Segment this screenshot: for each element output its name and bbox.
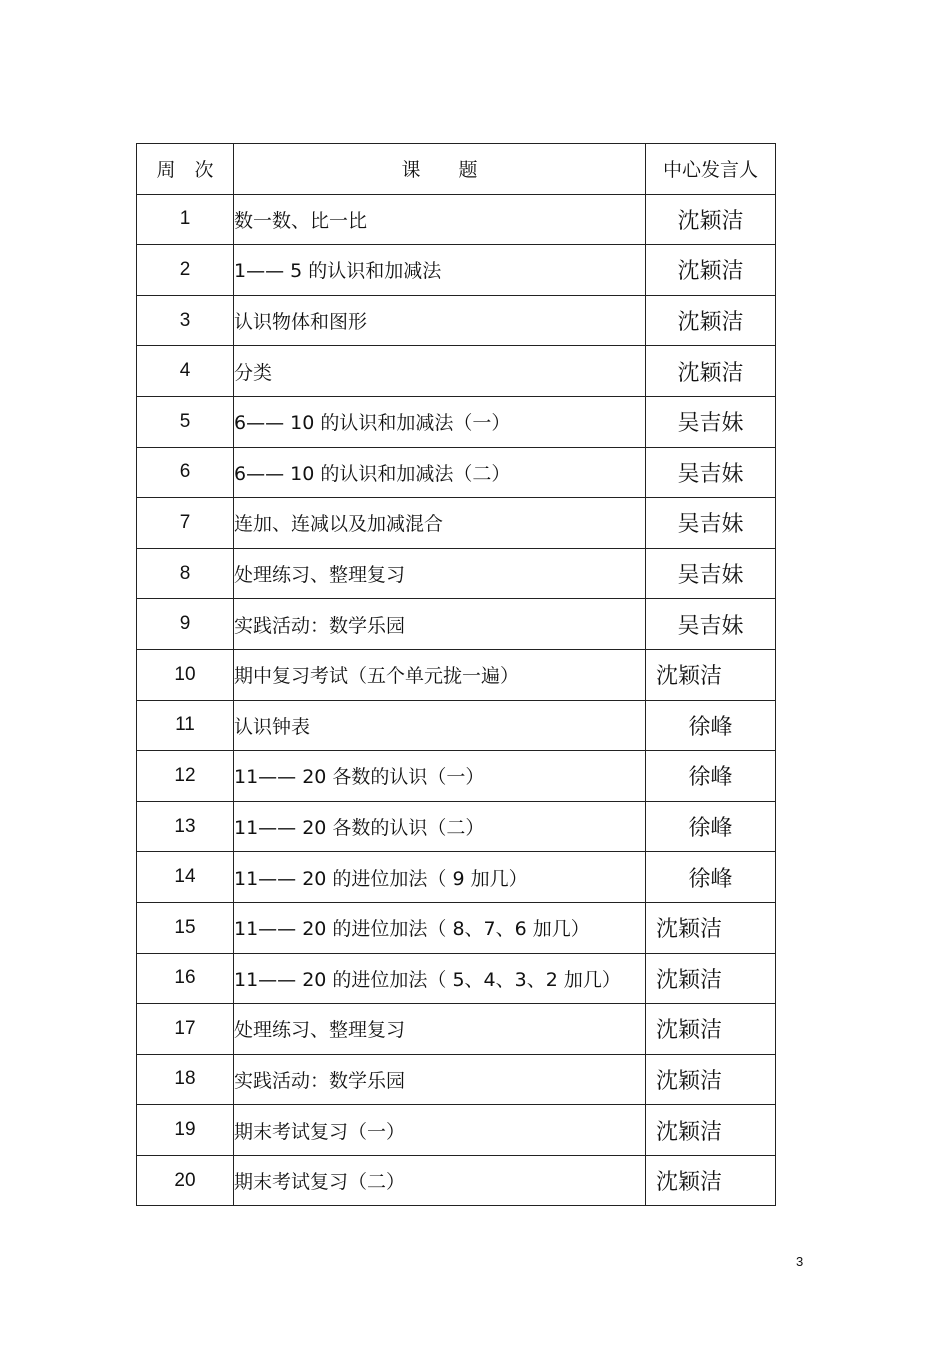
week-cell: 20 (137, 1155, 234, 1206)
speaker-cell: 沈颖洁 (646, 902, 776, 953)
topic-cell: 11—— 20 的进位加法（ 8、7、6 加几） (234, 902, 646, 953)
topic-cell: 期末考试复习（二） (234, 1155, 646, 1206)
speaker-cell: 徐峰 (646, 751, 776, 802)
topic-cell: 11—— 20 的进位加法（ 9 加几） (234, 852, 646, 903)
table-row (137, 194, 776, 245)
table-row (137, 599, 776, 650)
speaker-cell: 沈颖洁 (646, 1054, 776, 1105)
page-number: 3 (796, 1254, 804, 1269)
speaker-cell: 沈颖洁 (646, 194, 776, 245)
topic-cell: 6—— 10 的认识和加减法（一） (234, 396, 646, 447)
speaker-cell: 沈颖洁 (646, 1155, 776, 1206)
week-cell: 14 (137, 852, 234, 903)
week-cell: 18 (137, 1054, 234, 1105)
speaker-cell: 吴吉妹 (646, 396, 776, 447)
topic-cell: 期末考试复习（一） (234, 1105, 646, 1156)
speaker-cell: 沈颖洁 (646, 245, 776, 296)
week-cell: 11 (137, 700, 234, 751)
speaker-cell: 吴吉妹 (646, 548, 776, 599)
topic-cell: 1—— 5 的认识和加减法 (234, 245, 646, 296)
table-body (137, 194, 776, 1206)
topic-cell: 认识物体和图形 (234, 295, 646, 346)
speaker-cell: 沈颖洁 (646, 1004, 776, 1055)
topic-cell: 6—— 10 的认识和加减法（二） (234, 447, 646, 498)
week-cell: 4 (137, 346, 234, 397)
week-cell: 7 (137, 498, 234, 549)
table-row (137, 902, 776, 953)
speaker-cell: 沈颖洁 (646, 295, 776, 346)
speaker-cell: 沈颖洁 (646, 953, 776, 1004)
week-cell: 10 (137, 649, 234, 700)
topic-cell: 11—— 20 各数的认识（二） (234, 801, 646, 852)
topic-cell: 认识钟表 (234, 700, 646, 751)
table-row (137, 396, 776, 447)
topic-cell: 11—— 20 各数的认识（一） (234, 751, 646, 802)
topic-cell: 处理练习、整理复习 (234, 1004, 646, 1055)
table-row (137, 1004, 776, 1055)
week-cell: 9 (137, 599, 234, 650)
table-row (137, 548, 776, 599)
table-row (137, 801, 776, 852)
topic-cell: 实践活动：数学乐园 (234, 1054, 646, 1105)
table-row (137, 346, 776, 397)
speaker-cell: 沈颖洁 (646, 649, 776, 700)
table-row (137, 953, 776, 1004)
table-row (137, 1155, 776, 1206)
speaker-cell: 徐峰 (646, 700, 776, 751)
topic-cell: 11—— 20 的进位加法（ 5、4、3、2 加几） (234, 953, 646, 1004)
table-row (137, 700, 776, 751)
table-row (137, 295, 776, 346)
week-cell: 17 (137, 1004, 234, 1055)
week-cell: 3 (137, 295, 234, 346)
table-row (137, 245, 776, 296)
table-row (137, 751, 776, 802)
topic-cell: 处理练习、整理复习 (234, 548, 646, 599)
week-cell: 16 (137, 953, 234, 1004)
week-cell: 1 (137, 194, 234, 245)
week-cell: 6 (137, 447, 234, 498)
topic-cell: 连加、连减以及加减混合 (234, 498, 646, 549)
week-cell: 13 (137, 801, 234, 852)
week-cell: 12 (137, 751, 234, 802)
table-row (137, 1105, 776, 1156)
header-week: 周 次 (137, 144, 234, 195)
header-speaker: 中心发言人 (646, 144, 776, 195)
header-row (137, 144, 776, 195)
topic-cell: 数一数、比一比 (234, 194, 646, 245)
speaker-cell: 沈颖洁 (646, 346, 776, 397)
topic-cell: 期中复习考试（五个单元拢一遍） (234, 649, 646, 700)
table-row (137, 852, 776, 903)
speaker-cell: 吴吉妹 (646, 599, 776, 650)
week-cell: 8 (137, 548, 234, 599)
speaker-cell: 徐峰 (646, 852, 776, 903)
speaker-cell: 徐峰 (646, 801, 776, 852)
week-cell: 19 (137, 1105, 234, 1156)
schedule-table (136, 143, 776, 1206)
header-topic: 课 题 (234, 144, 646, 195)
speaker-cell: 吴吉妹 (646, 447, 776, 498)
table-row (137, 498, 776, 549)
speaker-cell: 吴吉妹 (646, 498, 776, 549)
speaker-cell: 沈颖洁 (646, 1105, 776, 1156)
week-cell: 15 (137, 902, 234, 953)
week-cell: 5 (137, 396, 234, 447)
table-row (137, 447, 776, 498)
topic-cell: 分类 (234, 346, 646, 397)
table-row (137, 1054, 776, 1105)
topic-cell: 实践活动：数学乐园 (234, 599, 646, 650)
table-row (137, 649, 776, 700)
week-cell: 2 (137, 245, 234, 296)
